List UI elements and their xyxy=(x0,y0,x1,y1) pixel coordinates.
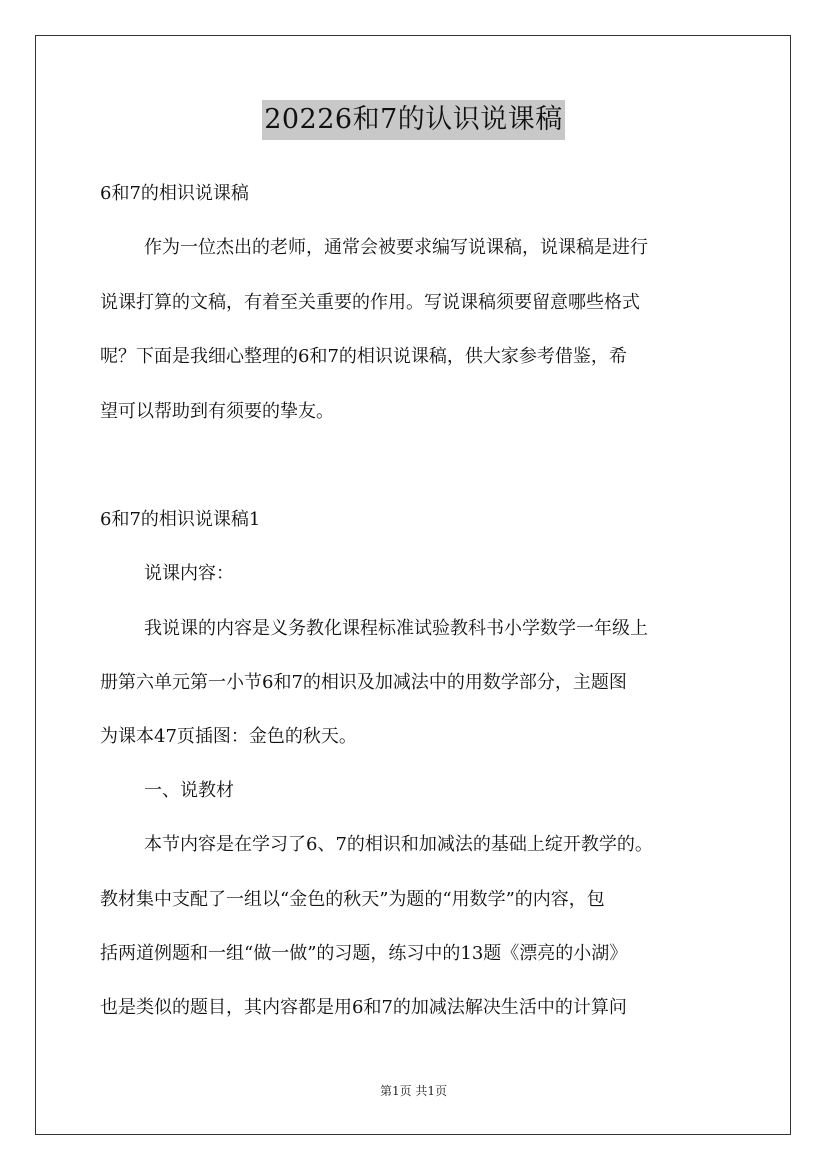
paragraph-line: 作为一位杰出的老师，通常会被要求编写说课稿，说课稿是进行 xyxy=(144,237,648,258)
paragraph-line: 为课本47页插图：金色的秋天。 xyxy=(100,726,357,747)
page-footer: 第1页 共1页 xyxy=(379,1084,448,1098)
paragraph-line: 也是类似的题目，其内容都是用6和7的加减法解决生活中的计算问 xyxy=(100,997,627,1018)
paragraph-line: 说课内容： xyxy=(144,563,234,584)
paragraph-line: 望可以帮助到有须要的挚友。 xyxy=(100,401,334,422)
paragraph-line: 括两道例题和一组“做一做”的习题，练习中的13题《漂亮的小湖》 xyxy=(100,943,628,964)
paragraph-line: 呢？下面是我细心整理的6和7的相识说课稿，供大家参考借鉴，希 xyxy=(100,346,627,367)
paragraph-line: 教材集中支配了一组以“金色的秋天”为题的“用数学”的内容，包 xyxy=(100,889,605,910)
title-wrapper xyxy=(0,100,827,140)
paragraph-line: 说课打算的文稿，有着至关重要的作用。写说课稿须要留意哪些格式 xyxy=(100,292,640,313)
paragraph-line: 一、说教材 xyxy=(144,780,234,801)
paragraph-line: 我说课的内容是义务教化课程标准试验教科书小学数学一年级上 xyxy=(144,618,648,639)
paragraph-line: 本节内容是在学习了6、7的相识和加减法的基础上绽开教学的。 xyxy=(144,834,653,855)
paragraph-line: 册第六单元第一小节6和7的相识及加减法中的用数学部分，主题图 xyxy=(100,672,627,693)
subtitle-line: 6和7的相识说课稿 xyxy=(100,183,249,204)
section-heading: 6和7的相识说课稿1 xyxy=(100,509,261,530)
document-title: 20226和7的认识说课稿 xyxy=(262,100,565,140)
